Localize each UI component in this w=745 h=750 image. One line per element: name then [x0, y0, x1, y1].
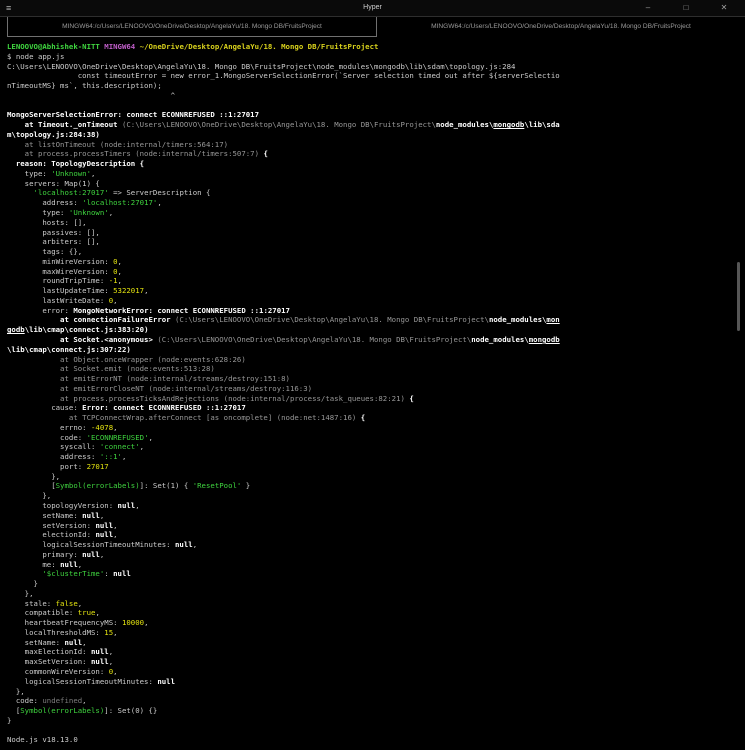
terminal-line: Node.js v18.13.0 — [7, 735, 78, 745]
terminal-line: }, — [7, 471, 61, 481]
terminal-line: stale: false, — [7, 598, 83, 608]
scrollbar-thumb[interactable] — [737, 262, 740, 331]
terminal-line: nTimeoutMS} ms`, this.description); — [7, 81, 162, 91]
terminal-line: compatible: true, — [7, 608, 100, 618]
terminal-line: }, — [7, 491, 52, 501]
terminal-line: setName: null, — [7, 510, 105, 520]
terminal-line: const timeoutError = new error_1.MongoServerSelectionError(`Server selection timed out after ${serverSelectio — [7, 71, 560, 81]
terminal-line: servers: Map(1) { — [7, 178, 100, 188]
tab-bar — [0, 16, 745, 37]
terminal-line: hosts: [], — [7, 217, 87, 227]
terminal-line: tags: {}, — [7, 247, 83, 257]
terminal-line: at Socket.<anonymous> (C:\Users\LENOOVO\OneDrive\Desktop\AngelaYu\18. Mongo DB\FruitsProject\node_modules\mongodb — [7, 334, 560, 344]
terminal-line: setVersion: null, — [7, 520, 118, 530]
terminal-line: address: '::1', — [7, 452, 127, 462]
terminal-line: C:\Users\LENOOVO\OneDrive\Desktop\AngelaYu\18. Mongo DB\FruitsProject\node_modules\mongodb\lib\sdam\topology.js:284 — [7, 61, 516, 71]
terminal-line: commonWireVersion: 0, — [7, 667, 118, 676]
terminal-line: code: 'ECONNREFUSED', — [7, 432, 153, 442]
terminal-line: cause: Error: connect ECONNREFUSED ::1:27017 — [7, 403, 246, 413]
terminal-line: at emitErrorNT (node:internal/streams/destroy:151:8) — [7, 374, 290, 384]
terminal-line: at Socket.emit (node:events:513:28) — [7, 364, 215, 374]
terminal-line: topologyVersion: null, — [7, 500, 140, 510]
window-title: Hyper — [363, 4, 382, 11]
terminal-line: reason: TopologyDescription { — [7, 159, 145, 169]
terminal-output[interactable] — [0, 37, 745, 750]
close-button[interactable]: ✕ — [720, 3, 728, 12]
tab-mingw64-left[interactable]: MINGW64:/c/Users/LENOOVO/OneDrive/Desktop/AngelaYu/18. Mongo DB/FruitsProject — [7, 17, 377, 37]
terminal-line: }, — [7, 588, 34, 598]
terminal-line: at Timeout._onTimeout (C:\Users\LENOOVO\OneDrive\Desktop\AngelaYu\18. Mongo DB\FruitsProject\node_modules\mongodb\lib\sda — [7, 120, 560, 130]
terminal-line — [7, 101, 745, 111]
terminal-line: maxElectionId: null, — [7, 647, 114, 657]
terminal-line: } — [7, 579, 38, 589]
terminal-line: heartbeatFrequencyMS: 10000, — [7, 618, 149, 628]
terminal-line: me: null, — [7, 559, 83, 569]
terminal-line: logicalSessionTimeoutMinutes: null — [7, 676, 176, 686]
terminal-line: arbiters: [], — [7, 237, 100, 247]
terminal-line: port: 27017 — [7, 461, 109, 471]
terminal-line: error: MongoNetworkError: connect ECONNREFUSED ::1:27017 — [7, 305, 290, 315]
terminal-line: address: 'localhost:27017', — [7, 198, 162, 208]
window-controls — [629, 0, 745, 16]
terminal-line: LENOOVO@Abhishek-NITT MINGW64 ~/OneDrive/Desktop/AngelaYu/18. Mongo DB/FruitsProject — [7, 42, 379, 51]
terminal-line: '$clusterTime': null — [42, 569, 131, 579]
terminal-line: passives: [], — [7, 227, 100, 237]
terminal-line: }, — [7, 686, 25, 696]
terminal-line: [Symbol(errorLabels)]: Set(1) { 'ResetPool' } — [7, 481, 251, 491]
terminal-line: at connectionFailureError (C:\Users\LENOOVO\OneDrive\Desktop\AngelaYu\18. Mongo DB\FruitsProject\node_modules\mon — [7, 315, 560, 325]
terminal-line: m\topology.js:284:38) — [7, 129, 100, 139]
title-bar — [0, 0, 745, 16]
terminal-line: primary: null, — [7, 549, 105, 559]
terminal-line: code: undefined, — [7, 696, 87, 706]
terminal-line: MongoServerSelectionError: connect ECONNREFUSED ::1:27017 — [7, 110, 260, 120]
terminal-line: $ node app.js — [7, 51, 65, 61]
terminal-line: type: 'Unknown', — [7, 208, 114, 218]
terminal-line: godb\lib\cmap\connect.js:383:20) — [7, 325, 149, 335]
terminal-line: maxSetVersion: null, — [7, 657, 114, 667]
terminal-line: 'localhost:27017' => ServerDescription { — [33, 188, 211, 198]
terminal-line: lastUpdateTime: 5322017, — [7, 286, 149, 296]
terminal-line: maxWireVersion: 0, — [7, 266, 122, 276]
terminal-line: lastWriteDate: 0, — [7, 295, 118, 305]
minimize-button[interactable]: – — [645, 3, 651, 12]
terminal-line: type: 'Unknown', — [7, 168, 96, 178]
terminal-line: at Object.onceWrapper (node:events:628:26) — [7, 354, 246, 364]
terminal-line: at emitErrorCloseNT (node:internal/streams/destroy:116:3) — [7, 383, 313, 393]
hamburger-menu-icon[interactable]: ≡ — [6, 3, 12, 13]
terminal-line: } — [7, 715, 12, 725]
terminal-line: setName: null, — [7, 637, 87, 647]
terminal-line: at process.processTimers (node:internal/timers:507:7) { — [7, 149, 268, 159]
terminal-line: at process.processTicksAndRejections (node:internal/process/task_queues:82:21) { — [7, 393, 414, 403]
terminal-line: [Symbol(errorLabels)]: Set(0) {} — [7, 706, 158, 716]
terminal-line: electionId: null, — [7, 530, 118, 540]
terminal-line: \lib\cmap\connect.js:307:22) — [7, 344, 131, 354]
terminal-line: minWireVersion: 0, — [7, 256, 122, 266]
terminal-line: at TCPConnectWrap.afterConnect [as oncomplete] (node:net:1487:16) { — [7, 413, 366, 423]
terminal-line: logicalSessionTimeoutMinutes: null, — [7, 540, 198, 550]
terminal-line: roundTripTime: -1, — [7, 276, 122, 286]
terminal-line: errno: -4078, — [7, 422, 118, 432]
terminal-line — [7, 726, 745, 736]
tab-mingw64-right[interactable]: MINGW64:/c/Users/LENOOVO/OneDrive/Desktop/AngelaYu/18. Mongo DB/FruitsProject — [431, 23, 691, 30]
terminal-line: localThresholdMS: 15, — [7, 627, 118, 637]
maximize-button[interactable]: □ — [683, 3, 689, 12]
terminal-line: ^ — [7, 90, 176, 100]
terminal-line: at listOnTimeout (node:internal/timers:564:17) — [7, 139, 229, 149]
terminal-line: syscall: 'connect', — [7, 442, 145, 452]
